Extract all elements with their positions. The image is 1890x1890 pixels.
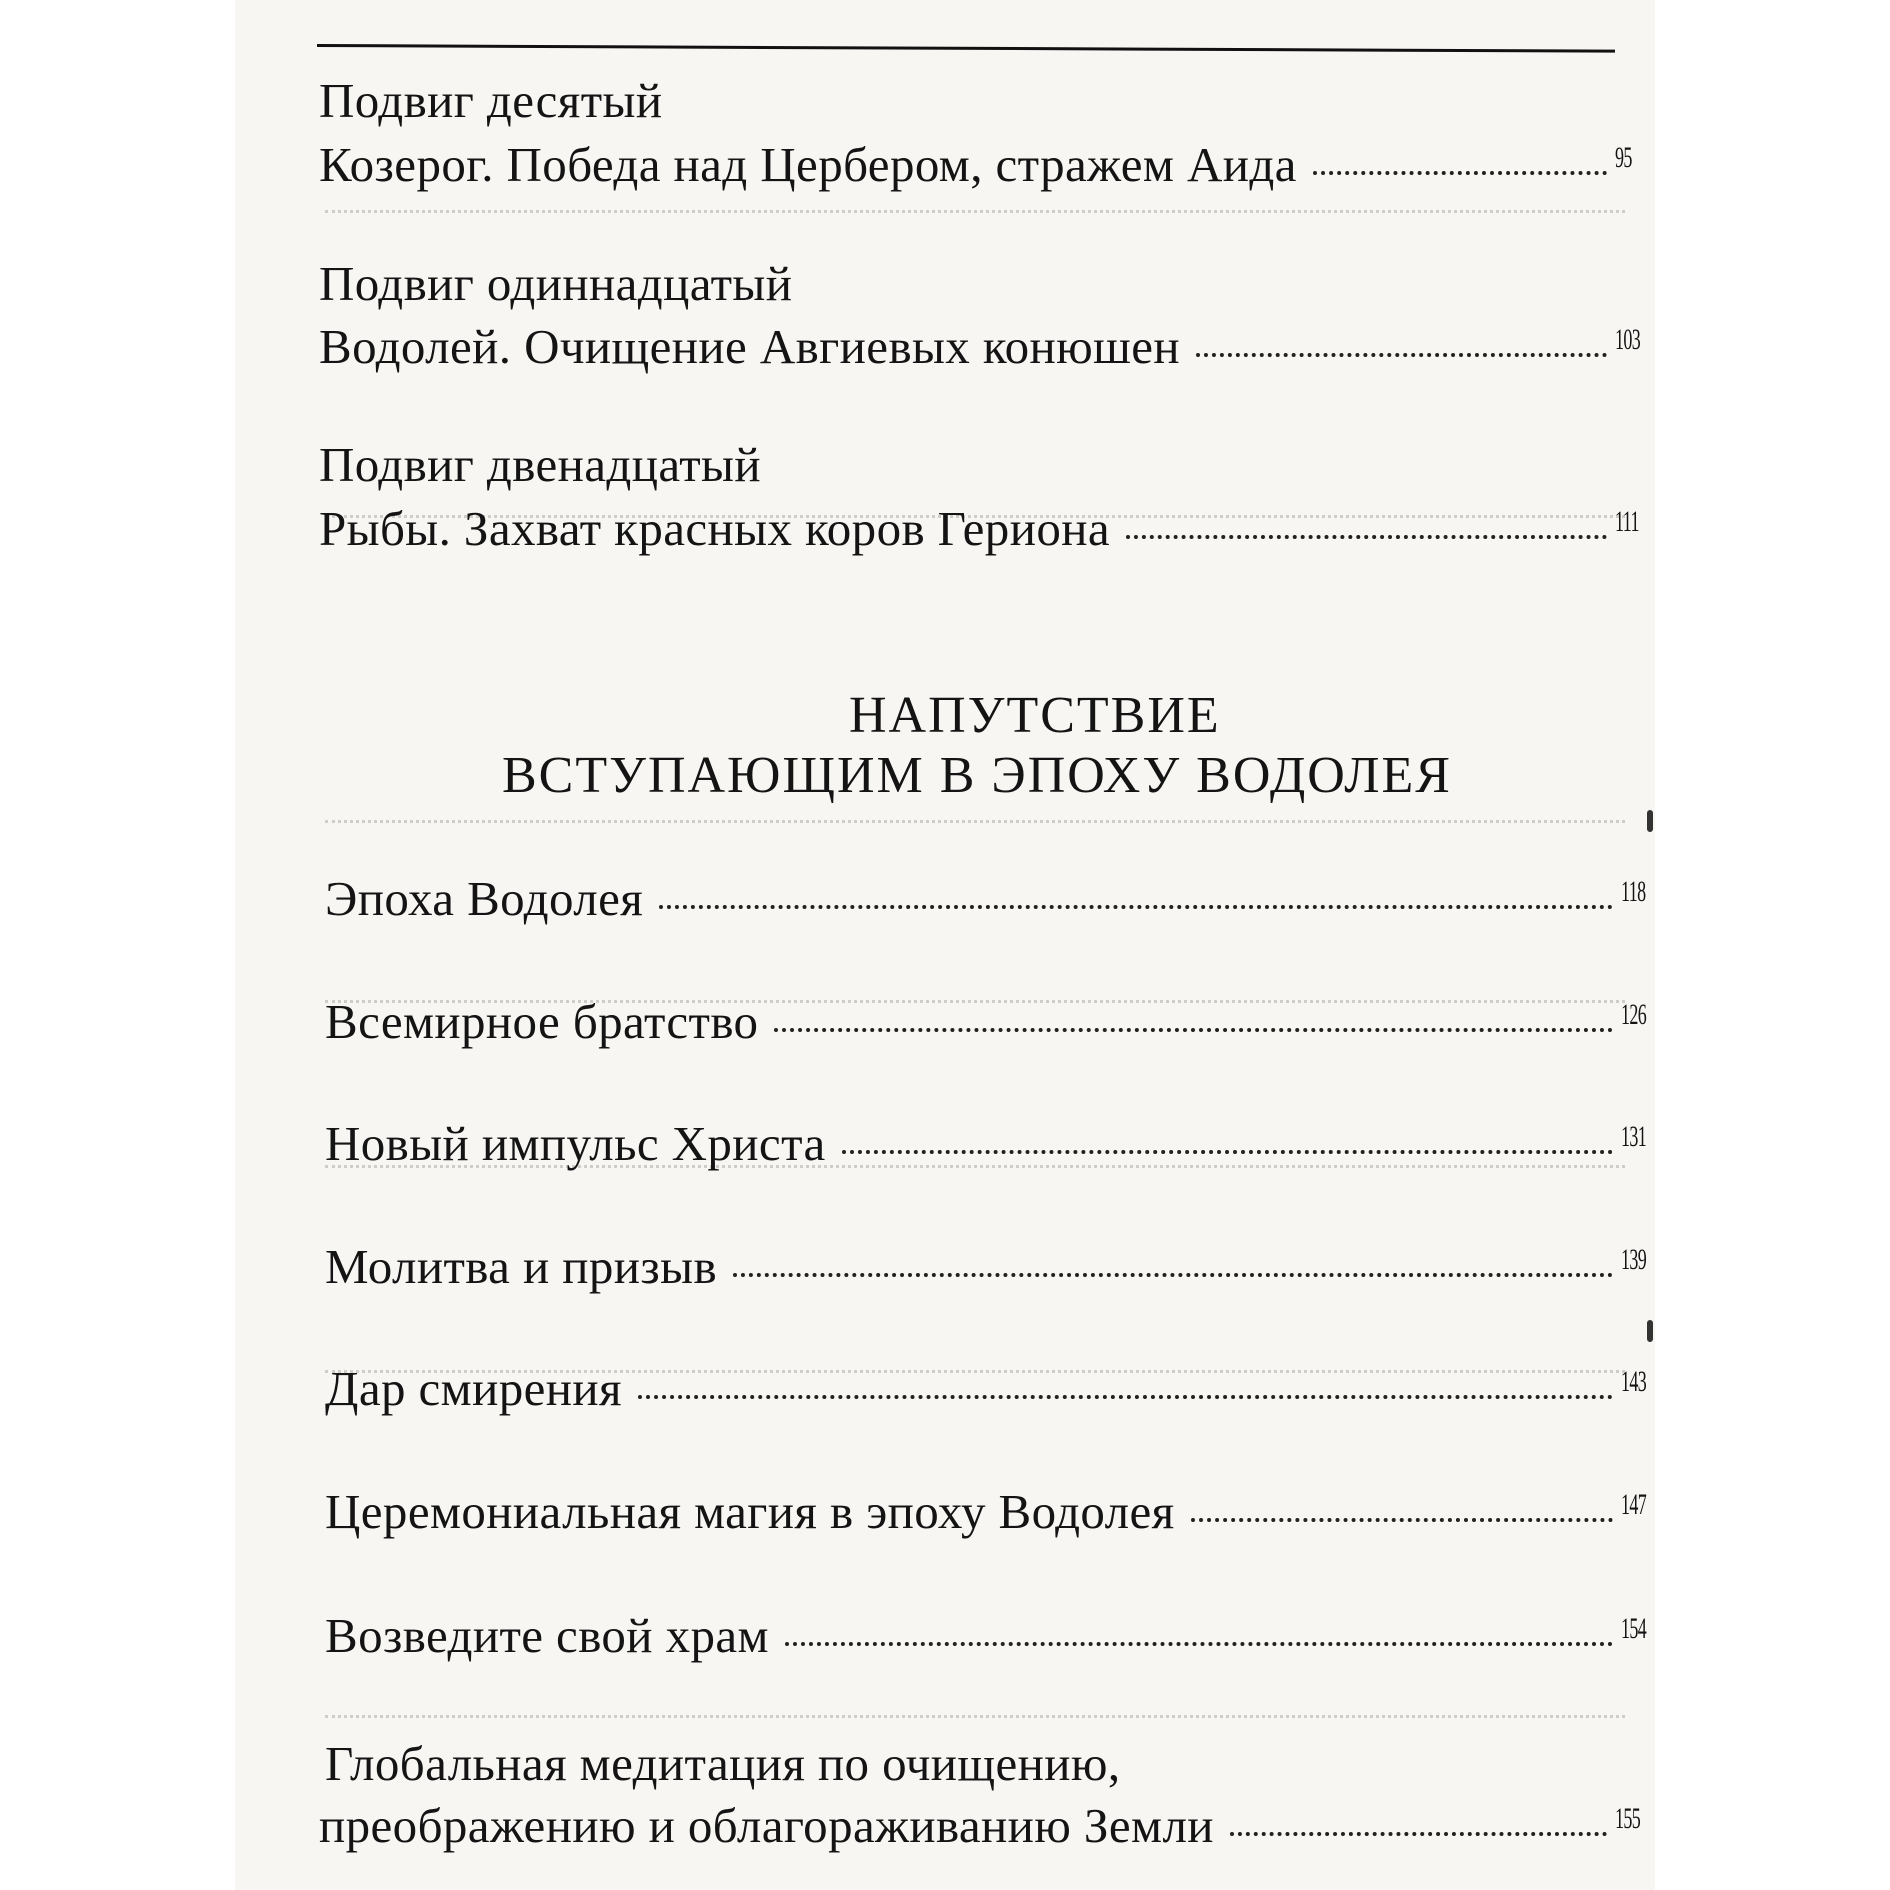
entry-title-line (319, 500, 1649, 570)
entry-title-line (325, 1735, 1655, 1805)
entry-title: Эпоха Водолея (325, 871, 644, 926)
page-number: 131 (1621, 1120, 1647, 1153)
entry-title: Церемониальная магия в эпоху Водолея (325, 1484, 1175, 1539)
page-number: 118 (1621, 875, 1646, 908)
page-number: 103 (1615, 323, 1641, 356)
page-number: 95 (1615, 141, 1632, 174)
dot-leader (842, 1150, 1613, 1154)
entry-title: Новый импульс Христа (325, 1116, 826, 1171)
page-edge-mark (1647, 810, 1653, 832)
dot-leader (1196, 353, 1607, 357)
dot-leader (774, 1028, 1613, 1032)
entry-heading (319, 436, 1649, 506)
section-heading-line1: НАПУТСТВИЕ (849, 687, 1221, 744)
toc-entry (325, 1238, 1655, 1308)
entry-title: Козерог. Победа над Цербером, стражем Аида (319, 137, 1297, 192)
entry-title-line (319, 318, 1649, 388)
top-rule (317, 44, 1615, 53)
page-number: 126 (1621, 998, 1647, 1031)
toc-entry (325, 870, 1655, 940)
book-page (235, 0, 1655, 1890)
toc-entry (325, 1483, 1655, 1553)
page-edge-mark (1647, 1320, 1653, 1342)
toc-entry (325, 993, 1655, 1063)
dot-leader (1191, 1518, 1613, 1522)
section-heading-line2: ВСТУПАЮЩИМ В ЭПОХУ ВОДОЛЕЯ (502, 747, 1452, 804)
entry-subtitle: Подвиг одиннадцатый (319, 256, 793, 311)
entry-heading (319, 255, 1649, 325)
entry-title-line (319, 136, 1649, 206)
entry-title-line (319, 1797, 1649, 1867)
dot-leader (785, 1642, 1613, 1646)
entry-subtitle: Подвиг десятый (319, 73, 663, 128)
dot-leader (1126, 535, 1607, 539)
entry-title: Всемирное братство (325, 994, 759, 1049)
dot-leader (1313, 171, 1607, 175)
page-number: 139 (1621, 1243, 1647, 1276)
page-number: 143 (1621, 1365, 1647, 1398)
entry-title: Рыбы. Захват красных коров Гериона (319, 501, 1110, 556)
dot-leader (638, 1395, 1613, 1399)
entry-title: Глобальная медитация по очищению, (325, 1736, 1121, 1791)
entry-title: преображению и облагораживанию Земли (319, 1798, 1214, 1853)
toc-entry (325, 1607, 1655, 1677)
dot-leader (1230, 1832, 1607, 1836)
page-number: 111 (1615, 505, 1639, 538)
entry-title: Возведите свой храм (325, 1608, 769, 1663)
entry-title: Молитва и призыв (325, 1239, 718, 1294)
entry-title: Дар смирения (325, 1361, 622, 1416)
page-number: 155 (1615, 1802, 1641, 1835)
dot-leader (733, 1273, 1613, 1277)
dot-leader (659, 905, 1613, 909)
page-number: 154 (1621, 1612, 1647, 1645)
entry-subtitle: Подвиг двенадцатый (319, 437, 762, 492)
toc-entry (325, 1360, 1655, 1430)
entry-heading (319, 72, 1649, 142)
toc-entry (325, 1115, 1655, 1185)
page-number: 147 (1621, 1488, 1647, 1521)
entry-title: Водолей. Очищение Авгиевых конюшен (319, 319, 1181, 374)
